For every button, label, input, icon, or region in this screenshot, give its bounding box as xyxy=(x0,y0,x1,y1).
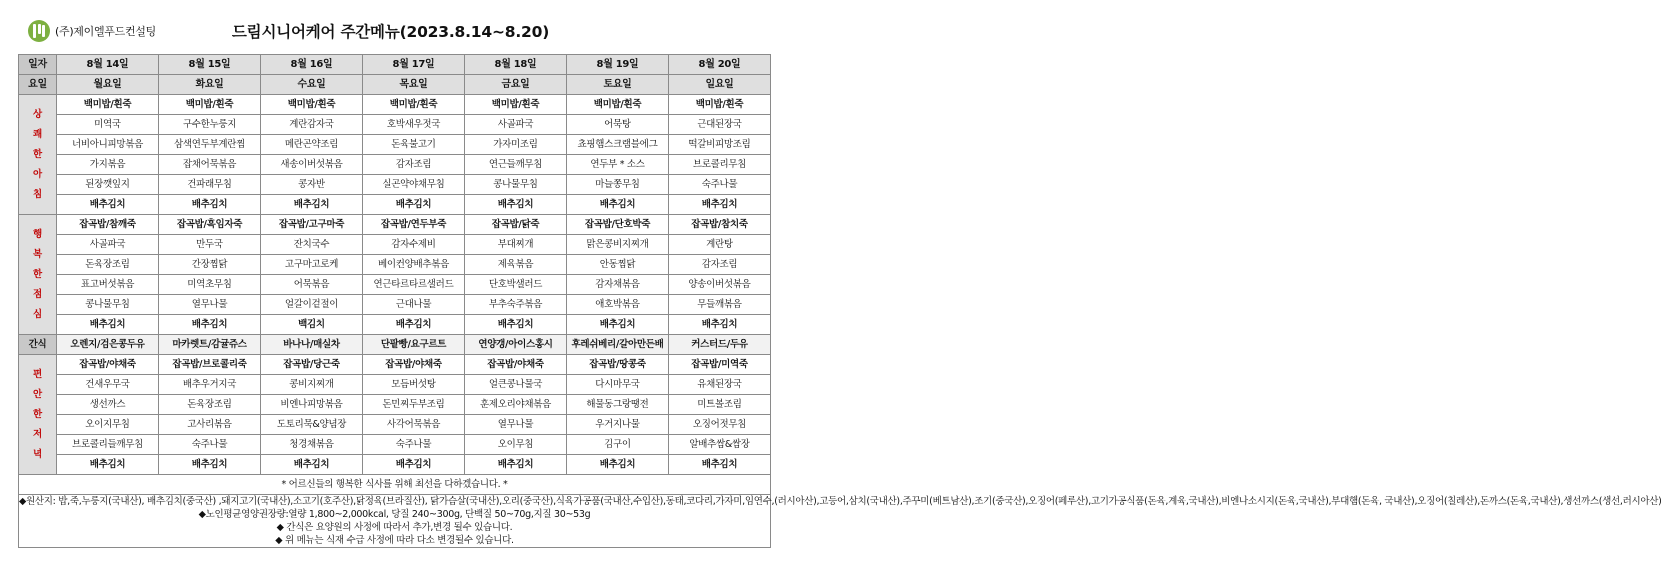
dinner-menu-item: 잡곡밥/미역죽 xyxy=(669,355,771,375)
lunch-menu-item: 감자채볶음 xyxy=(567,275,669,295)
page-title: 드림시니어케어 주간메뉴(2023.8.14~8.20) xyxy=(231,23,550,41)
dinner-menu-item: 배추김치 xyxy=(465,455,567,475)
lunch-menu-item: 무들깨볶음 xyxy=(669,295,771,315)
dinner-menu-item: 배추김치 xyxy=(669,455,771,475)
breakfast-menu-item: 배추김치 xyxy=(567,195,669,215)
lunch-menu-item: 배추김치 xyxy=(669,315,771,335)
lunch-menu-item: 열무나물 xyxy=(159,295,261,315)
breakfast-label-char: 침 xyxy=(33,188,42,200)
lunch-label xyxy=(19,215,57,335)
breakfast-menu-item: 가지볶음 xyxy=(57,155,159,175)
lunch-menu-item: 사골파국 xyxy=(57,235,159,255)
lunch-menu-item: 베이컨양배추볶음 xyxy=(363,255,465,275)
lunch-menu-item: 단호박샐러드 xyxy=(465,275,567,295)
dinner-row xyxy=(19,415,771,435)
dinner-menu-item: 도토리묵&양념장 xyxy=(261,415,363,435)
breakfast-label-char: 상 xyxy=(33,108,42,120)
snack-label: 간식 xyxy=(19,335,57,355)
dinner-menu-item: 비엔나피망볶음 xyxy=(261,395,363,415)
breakfast-menu-item: 배추김치 xyxy=(465,195,567,215)
dinner-menu-item: 모듬버섯탕 xyxy=(363,375,465,395)
dinner-menu-item: 오이무침 xyxy=(465,435,567,455)
breakfast-menu-item: 백미밥/흰죽 xyxy=(261,95,363,115)
breakfast-menu-item: 브로콜리무침 xyxy=(669,155,771,175)
dinner-menu-item: 사각어묵볶음 xyxy=(363,415,465,435)
note-line: ◆ 위 메뉴는 식재 수급 사정에 따라 다소 변경될수 있습니다. xyxy=(275,535,514,546)
dinner-menu-item: 오징어젓무침 xyxy=(669,415,771,435)
date-cell: 8월 20일 xyxy=(669,55,771,75)
dinner-menu-item: 잡곡밥/야채죽 xyxy=(57,355,159,375)
dinner-menu-item: 얼큰콩나물국 xyxy=(465,375,567,395)
breakfast-menu-item: 계란감자국 xyxy=(261,115,363,135)
lunch-label-char: 심 xyxy=(33,308,42,320)
dinner-menu-item: 다시마무국 xyxy=(567,375,669,395)
breakfast-menu-item: 떡갈비피망조림 xyxy=(669,135,771,155)
lunch-menu-item: 애호박볶음 xyxy=(567,295,669,315)
lunch-menu-item: 어묵볶음 xyxy=(261,275,363,295)
dinner-menu-item: 배추김치 xyxy=(567,455,669,475)
dinner-menu-item: 우거지나물 xyxy=(567,415,669,435)
lunch-menu-item: 감자조림 xyxy=(669,255,771,275)
dinner-menu-item: 유채된장국 xyxy=(669,375,771,395)
breakfast-menu-item: 미역국 xyxy=(57,115,159,135)
message-row xyxy=(19,475,771,495)
dinner-menu-item: 고사리볶음 xyxy=(159,415,261,435)
dinner-label-char: 녁 xyxy=(33,448,42,460)
weekday-cell: 목요일 xyxy=(363,75,465,95)
dinner-menu-item: 미트볼조림 xyxy=(669,395,771,415)
dinner-menu-item: 오이지무침 xyxy=(57,415,159,435)
weekday-cell: 일요일 xyxy=(669,75,771,95)
dinner-menu-item: 배추우거지국 xyxy=(159,375,261,395)
date-cell: 8월 15일 xyxy=(159,55,261,75)
lunch-menu-item: 배추김치 xyxy=(57,315,159,335)
weekday-cell: 화요일 xyxy=(159,75,261,95)
breakfast-menu-item: 콩자반 xyxy=(261,175,363,195)
breakfast-label-char: 쾌 xyxy=(33,128,42,140)
breakfast-menu-item: 백미밥/흰죽 xyxy=(57,95,159,115)
lunch-menu-item: 맑은콩비지찌개 xyxy=(567,235,669,255)
snack-menu-item: 연양갱/아이스홍시 xyxy=(465,335,567,355)
lunch-menu-item: 배추김치 xyxy=(159,315,261,335)
breakfast-menu-item: 호박새우젓국 xyxy=(363,115,465,135)
dinner-menu-item: 브로콜리들깨무침 xyxy=(57,435,159,455)
breakfast-menu-item: 너비아니피망볶음 xyxy=(57,135,159,155)
lunch-label-char: 행 xyxy=(33,228,42,240)
snack-menu-item: 마카렛트/감귤쥬스 xyxy=(159,335,261,355)
dinner-label-char: 편 xyxy=(33,368,42,380)
lunch-menu-item: 계란탕 xyxy=(669,235,771,255)
lunch-menu-item: 만두국 xyxy=(159,235,261,255)
snack-menu-item: 오렌지/검은콩두유 xyxy=(57,335,159,355)
breakfast-row xyxy=(19,175,771,195)
dinner-menu-item: 생선까스 xyxy=(57,395,159,415)
dinner-menu-item: 열무나물 xyxy=(465,415,567,435)
date-cell: 8월 16일 xyxy=(261,55,363,75)
weekly-menu-table xyxy=(18,54,1662,548)
snack-menu-item: 단팥빵/요구르트 xyxy=(363,335,465,355)
breakfast-menu-item: 백미밥/흰죽 xyxy=(567,95,669,115)
note-line: ◆노인평균영양권장량:열량 1,800~2,000kcal, 당질 240~300g, 단백질 50~70g,지질 30~53g xyxy=(198,509,591,520)
dinner-row xyxy=(19,395,771,415)
weekday-cell: 수요일 xyxy=(261,75,363,95)
lunch-menu-item: 잡곡밥/닭죽 xyxy=(465,215,567,235)
lunch-row xyxy=(19,235,771,255)
dinner-menu-item: 숙주나물 xyxy=(363,435,465,455)
breakfast-label-char: 한 xyxy=(33,148,42,160)
date-cell: 8월 19일 xyxy=(567,55,669,75)
lunch-menu-item: 연근타르타르샐러드 xyxy=(363,275,465,295)
dinner-menu-item: 잡곡밥/야채죽 xyxy=(363,355,465,375)
weekday-cell: 월요일 xyxy=(57,75,159,95)
lunch-menu-item: 안동찜닭 xyxy=(567,255,669,275)
breakfast-menu-item: 메란곤약조림 xyxy=(261,135,363,155)
lunch-menu-item: 간장찜닭 xyxy=(159,255,261,275)
breakfast-row xyxy=(19,195,771,215)
breakfast-label-char: 아 xyxy=(33,168,42,180)
breakfast-menu-item: 백미밥/흰죽 xyxy=(465,95,567,115)
date-header-row xyxy=(19,55,771,75)
breakfast-menu-item: 배추김치 xyxy=(159,195,261,215)
dinner-menu-item: 김구이 xyxy=(567,435,669,455)
breakfast-menu-item: 근대된장국 xyxy=(669,115,771,135)
dinner-menu-item: 돈민찌두부조림 xyxy=(363,395,465,415)
dinner-row xyxy=(19,435,771,455)
breakfast-menu-item: 가자미조림 xyxy=(465,135,567,155)
breakfast-menu-item: 배추김치 xyxy=(261,195,363,215)
breakfast-menu-item: 된장깻잎지 xyxy=(57,175,159,195)
dinner-label-char: 저 xyxy=(33,428,42,440)
breakfast-menu-item: 콩나물무침 xyxy=(465,175,567,195)
lunch-label-char: 한 xyxy=(33,268,42,280)
dinner-menu-item: 배추김치 xyxy=(159,455,261,475)
snack-menu-item: 커스터드/두유 xyxy=(669,335,771,355)
breakfast-menu-item: 잡채어묵볶음 xyxy=(159,155,261,175)
date-cell: 8월 17일 xyxy=(363,55,465,75)
breakfast-menu-item: 어묵탕 xyxy=(567,115,669,135)
dinner-label xyxy=(19,355,57,475)
dinner-menu-item: 배추김치 xyxy=(57,455,159,475)
dinner-menu-item: 잡곡밥/브로콜리죽 xyxy=(159,355,261,375)
date-cell: 8월 14일 xyxy=(57,55,159,75)
breakfast-menu-item: 배추김치 xyxy=(57,195,159,215)
date-cell: 8월 18일 xyxy=(465,55,567,75)
snack-menu-item: 후레쉬베리/갈아만든배 xyxy=(567,335,669,355)
dinner-menu-item: 청경채볶음 xyxy=(261,435,363,455)
breakfast-menu-item: 구수한누룽지 xyxy=(159,115,261,135)
breakfast-menu-item: 백미밥/흰죽 xyxy=(669,95,771,115)
dinner-menu-item: 해물동그랑땡전 xyxy=(567,395,669,415)
lunch-menu-item: 근대나물 xyxy=(363,295,465,315)
lunch-menu-item: 배추김치 xyxy=(567,315,669,335)
breakfast-menu-item: 백미밥/흰죽 xyxy=(159,95,261,115)
dinner-menu-item: 훈제오리야채볶음 xyxy=(465,395,567,415)
lunch-menu-item: 잡곡밥/단호박죽 xyxy=(567,215,669,235)
dinner-label-char: 한 xyxy=(33,408,42,420)
lunch-menu-item: 제육볶음 xyxy=(465,255,567,275)
lunch-menu-item: 얼갈이겉절이 xyxy=(261,295,363,315)
breakfast-menu-item: 연근들깨무침 xyxy=(465,155,567,175)
closing-message: * 어르신들의 행복한 식사를 위해 최선을 다하겠습니다. * xyxy=(19,475,771,495)
lunch-menu-item: 배추김치 xyxy=(465,315,567,335)
dinner-menu-item: 잡곡밥/당근죽 xyxy=(261,355,363,375)
note-line: ◆ 간식은 요양원의 사정에 따라서 추가,변경 될수 있습니다. xyxy=(276,522,513,533)
breakfast-menu-item: 숙주나물 xyxy=(669,175,771,195)
lunch-menu-item: 양송이버섯볶음 xyxy=(669,275,771,295)
lunch-menu-item: 표고버섯볶음 xyxy=(57,275,159,295)
lunch-menu-item: 백김치 xyxy=(261,315,363,335)
snack-row xyxy=(19,335,771,355)
dinner-label-char: 안 xyxy=(33,388,42,400)
lunch-menu-item: 부추숙주볶음 xyxy=(465,295,567,315)
weekday-header-label: 요일 xyxy=(19,75,57,95)
lunch-menu-item: 잡곡밥/고구마죽 xyxy=(261,215,363,235)
dinner-menu-item: 잡곡밥/땅콩죽 xyxy=(567,355,669,375)
lunch-label-char: 점 xyxy=(33,288,42,300)
weekday-cell: 금요일 xyxy=(465,75,567,95)
breakfast-row xyxy=(19,135,771,155)
note-line: ◆원산지: 밥,죽,누룽지(국내산), 배추김치(중국산) ,돼지고기(국내산),소고기(호주산),닭정육(브라질산), 닭가슴살(국내산),오리(중국산),식육가공품(국내산,수입산),동태,코다리,가자미,임연수,(러시아산),고등어,삼치(국내산),주꾸미(베트남산),조기(중국산),오징어(페루산),고기가공식품(돈육,계육,국내산),비엔나소시지(돈육,국내산),부대햄(돈육, 국내산),오징어(칠레산),돈까스(돈육,국내산),생선까스(생선,러시아산) xyxy=(19,496,1662,507)
lunch-menu-item: 잔치국수 xyxy=(261,235,363,255)
breakfast-menu-item: 백미밥/흰죽 xyxy=(363,95,465,115)
page-header xyxy=(0,0,781,52)
dinner-menu-item: 돈육장조림 xyxy=(159,395,261,415)
lunch-row xyxy=(19,315,771,335)
lunch-row xyxy=(19,255,771,275)
dinner-menu-item: 배추김치 xyxy=(261,455,363,475)
notes-row xyxy=(19,495,771,548)
dinner-menu-item: 건새우무국 xyxy=(57,375,159,395)
breakfast-menu-item: 배추김치 xyxy=(669,195,771,215)
breakfast-row xyxy=(19,155,771,175)
weekday-cell: 토요일 xyxy=(567,75,669,95)
breakfast-menu-item: 실곤약야채무침 xyxy=(363,175,465,195)
breakfast-menu-item: 마늘쫑무침 xyxy=(567,175,669,195)
lunch-menu-item: 미역초무침 xyxy=(159,275,261,295)
notes-block xyxy=(19,495,1662,548)
lunch-row xyxy=(19,295,771,315)
breakfast-row xyxy=(19,95,771,115)
lunch-row xyxy=(19,275,771,295)
breakfast-menu-item: 건파래무침 xyxy=(159,175,261,195)
lunch-menu-item: 감자수제비 xyxy=(363,235,465,255)
dinner-row xyxy=(19,375,771,395)
lunch-menu-item: 돈육장조림 xyxy=(57,255,159,275)
dinner-menu-item: 알배추쌈&쌈장 xyxy=(669,435,771,455)
breakfast-menu-item: 사골파국 xyxy=(465,115,567,135)
breakfast-menu-item: 쵸핑햄스크램블에그 xyxy=(567,135,669,155)
breakfast-menu-item: 연두부 * 소스 xyxy=(567,155,669,175)
breakfast-row xyxy=(19,115,771,135)
lunch-menu-item: 잡곡밥/참치죽 xyxy=(669,215,771,235)
lunch-menu-item: 콩나물무침 xyxy=(57,295,159,315)
lunch-label-char: 복 xyxy=(33,248,42,260)
lunch-menu-item: 잡곡밥/참깨죽 xyxy=(57,215,159,235)
dinner-menu-item: 잡곡밥/야채죽 xyxy=(465,355,567,375)
date-header-label: 일자 xyxy=(19,55,57,75)
breakfast-menu-item: 돈육불고기 xyxy=(363,135,465,155)
breakfast-menu-item: 감자조림 xyxy=(363,155,465,175)
breakfast-menu-item: 새송이버섯볶음 xyxy=(261,155,363,175)
lunch-menu-item: 부대찌개 xyxy=(465,235,567,255)
breakfast-menu-item: 배추김치 xyxy=(363,195,465,215)
dinner-row xyxy=(19,355,771,375)
dinner-menu-item: 숙주나물 xyxy=(159,435,261,455)
dinner-menu-item: 배추김치 xyxy=(363,455,465,475)
lunch-menu-item: 배추김치 xyxy=(363,315,465,335)
company-name: (주)제이엘푸드컨설팅 xyxy=(55,25,156,38)
lunch-menu-item: 잡곡밥/흑임자죽 xyxy=(159,215,261,235)
lunch-menu-item: 고구마고로케 xyxy=(261,255,363,275)
breakfast-menu-item: 삼색연두부계란찜 xyxy=(159,135,261,155)
breakfast-label xyxy=(19,95,57,215)
snack-menu-item: 바나나/매실차 xyxy=(261,335,363,355)
lunch-menu-item: 잡곡밥/연두부죽 xyxy=(363,215,465,235)
lunch-row xyxy=(19,215,771,235)
dinner-row xyxy=(19,455,771,475)
dinner-menu-item: 콩비지찌개 xyxy=(261,375,363,395)
weekday-header-row xyxy=(19,75,771,95)
